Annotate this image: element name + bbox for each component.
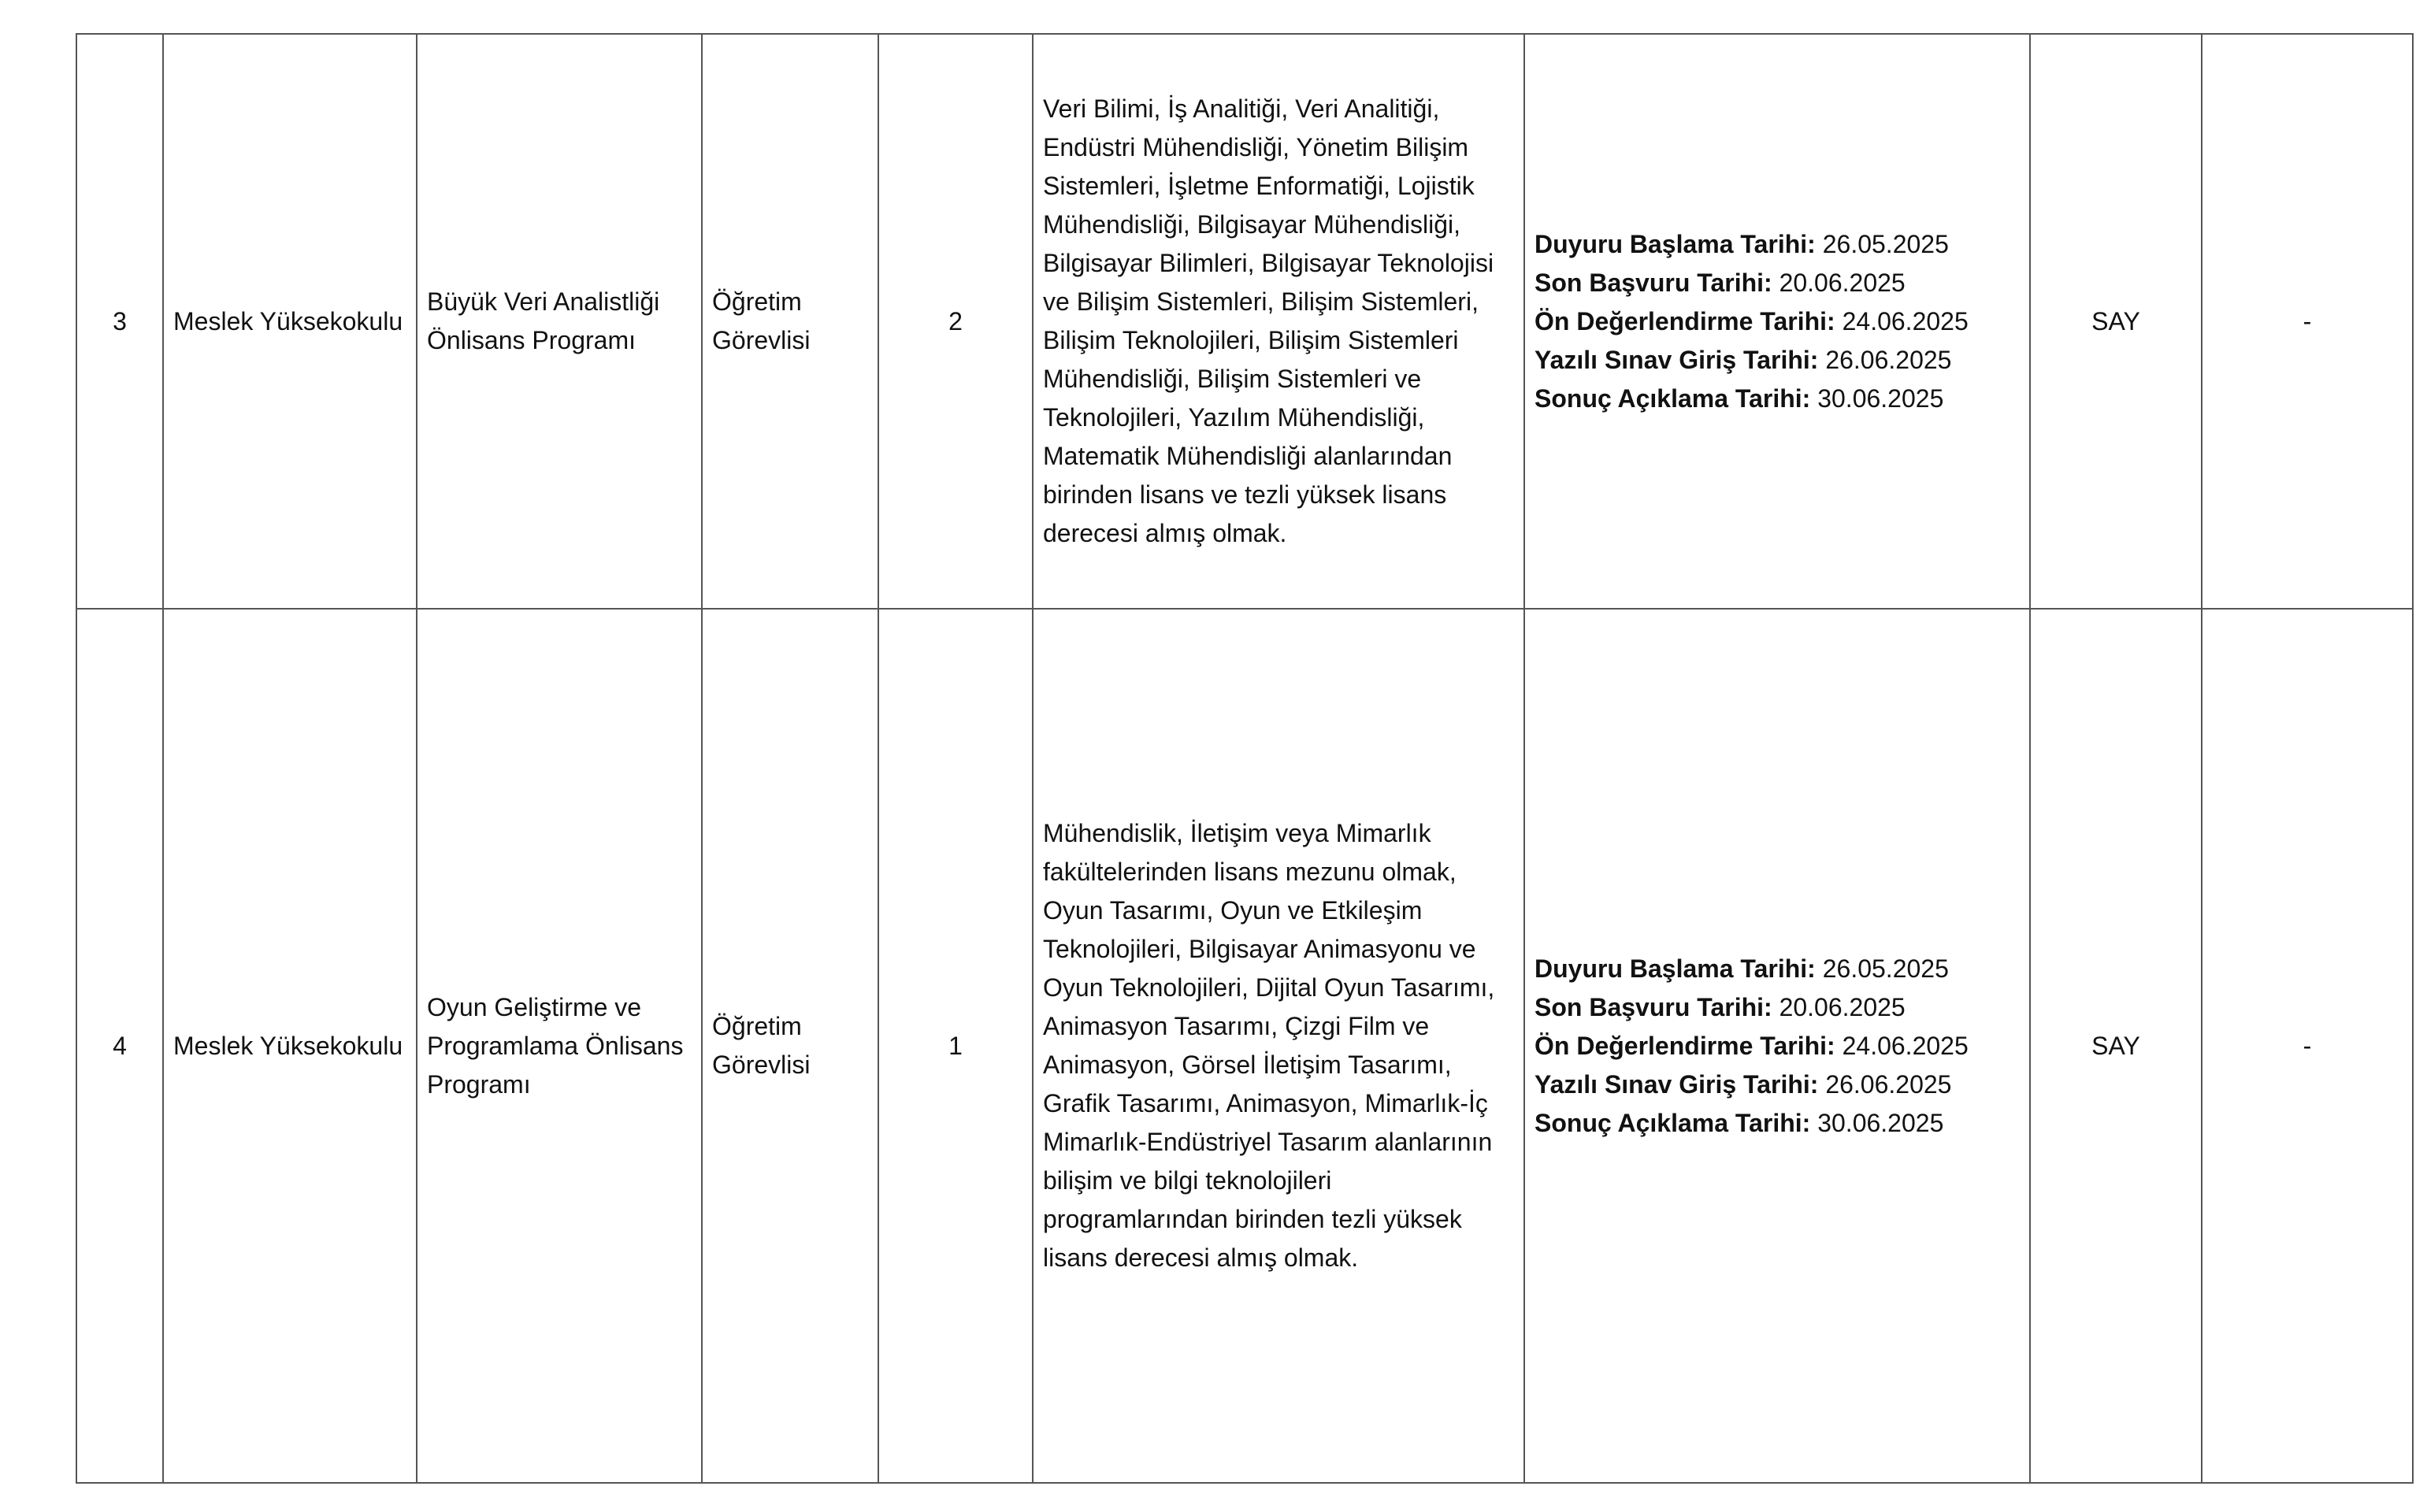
position-count-cell: 1 [878, 609, 1033, 1483]
table-row [76, 34, 2413, 609]
date-value: 26.06.2025 [1825, 345, 1952, 374]
date-label: Ön Değerlendirme Tarihi: [1535, 306, 1835, 335]
date-label: Ön Değerlendirme Tarihi: [1535, 1031, 1835, 1060]
date-label: Son Başvuru Tarihi: [1535, 992, 1772, 1021]
staff-title-cell: Öğretim Görevlisi [702, 34, 878, 609]
language-cell: - [2202, 609, 2413, 1483]
program-cell: Oyun Geliştirme ve Programlama Önlisans Programı [417, 609, 702, 1483]
date-label: Duyuru Başlama Tarihi: [1535, 229, 1816, 258]
date-value: 26.05.2025 [1822, 229, 1949, 258]
date-label: Son Başvuru Tarihi: [1535, 268, 1772, 297]
unit-cell: Meslek Yüksekokulu [163, 34, 417, 609]
unit-cell: Meslek Yüksekokulu [163, 609, 417, 1483]
date-line [1535, 264, 2020, 302]
date-label: Sonuç Açıklama Tarihi: [1535, 384, 1811, 413]
exam-type-cell: SAY [2030, 34, 2202, 609]
exam-type-cell: SAY [2030, 609, 2202, 1483]
program-cell: Büyük Veri Analistliği Önlisans Programı [417, 34, 702, 609]
staff-title-cell: Öğretim Görevlisi [702, 609, 878, 1483]
date-label: Duyuru Başlama Tarihi: [1535, 954, 1816, 983]
date-value: 30.06.2025 [1817, 1108, 1944, 1137]
table-row [76, 609, 2413, 1483]
requirements-cell: Veri Bilimi, İş Analitiği, Veri Analitiği, Endüstri Mühendisliği, Yönetim Bilişim Sistemleri, İşletme Enformatiği, Lojistik Mühendisliği, Bilgisayar Mühendisliği, Bilgisayar Bilimleri, Bilgisayar Teknolojisi ve Bilişim Sistemleri, Bilişim Sistemleri, Bilişim Teknolojileri, Bilişim Sistemleri Mühendisliği, Bilişim Sistemleri ve Teknolojileri, Yazılım Mühendisliği, Matematik Mühendisliği alanlarından birinden lisans ve tezli yüksek lisans derecesi almış olmak. [1033, 34, 1524, 609]
language-cell: - [2202, 34, 2413, 609]
date-line [1535, 1104, 2020, 1143]
date-line [1535, 1027, 2020, 1065]
date-value: 24.06.2025 [1842, 306, 1969, 335]
dates-cell [1524, 609, 2030, 1483]
date-value: 20.06.2025 [1779, 268, 1906, 297]
date-value: 30.06.2025 [1817, 384, 1944, 413]
date-label: Yazılı Sınav Giriş Tarihi: [1535, 345, 1819, 374]
row-number: 3 [76, 34, 163, 609]
date-label: Sonuç Açıklama Tarihi: [1535, 1108, 1811, 1137]
date-line [1535, 302, 2020, 341]
date-line [1535, 225, 2020, 264]
dates-cell [1524, 34, 2030, 609]
date-label: Yazılı Sınav Giriş Tarihi: [1535, 1069, 1819, 1099]
date-line [1535, 341, 2020, 380]
date-value: 24.06.2025 [1842, 1031, 1969, 1060]
job-listing-table [76, 33, 2414, 1484]
date-value: 26.05.2025 [1822, 954, 1949, 983]
row-number: 4 [76, 609, 163, 1483]
date-line [1535, 1065, 2020, 1104]
date-line [1535, 988, 2020, 1027]
position-count-cell: 2 [878, 34, 1033, 609]
requirements-cell: Mühendislik, İletişim veya Mimarlık fakültelerinden lisans mezunu olmak, Oyun Tasarımı, Oyun ve Etkileşim Teknolojileri, Bilgisayar Animasyonu ve Oyun Teknolojileri, Dijital Oyun Tasarımı, Animasyon Tasarımı, Çizgi Film ve Animasyon, Görsel İletişim Tasarımı, Grafik Tasarımı, Animasyon, Mimarlık-İç Mimarlık-Endüstriyel Tasarım alanlarının bilişim ve bilgi teknolojileri programlarından birinden tezli yüksek lisans derecesi almış olmak. [1033, 609, 1524, 1483]
date-value: 26.06.2025 [1825, 1069, 1952, 1099]
date-line [1535, 380, 2020, 418]
date-line [1535, 950, 2020, 988]
date-value: 20.06.2025 [1779, 992, 1906, 1021]
